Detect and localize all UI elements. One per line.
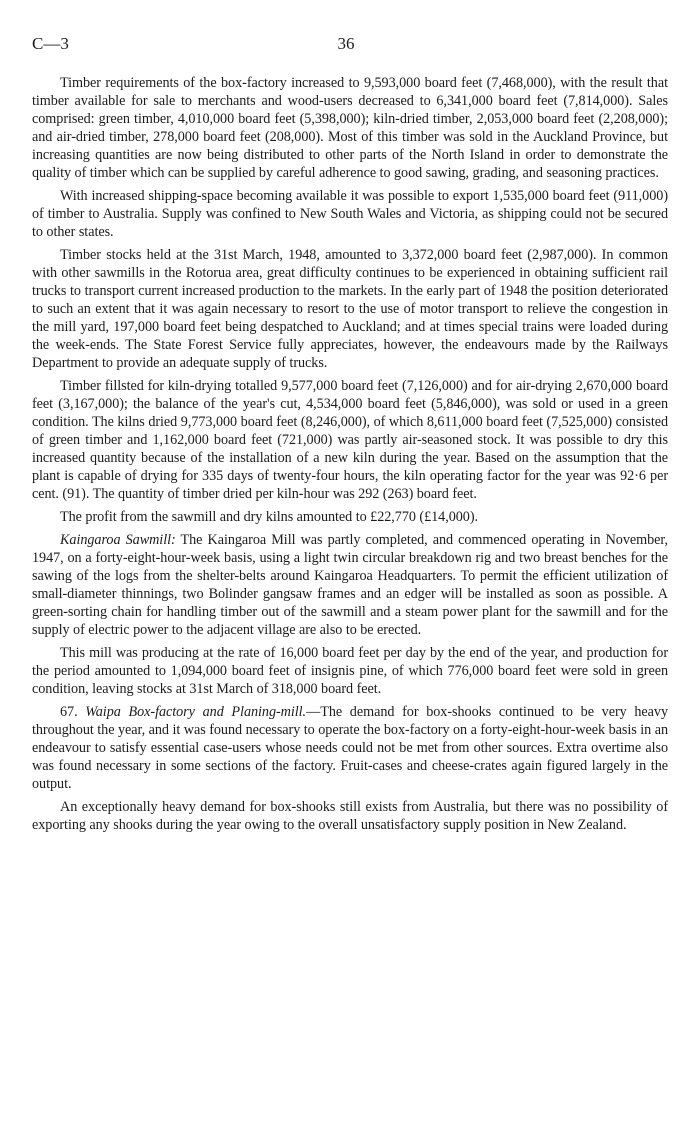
- section-heading-waipa: Waipa Box-factory and Planing-mill.: [85, 704, 307, 720]
- paragraph-mill-production: This mill was producing at the rate of 16,000 board feet per day by the end of the year, and production for the period amounted to 1,094,000 board feet of insignis pine, of which 776,000 board feet were sold in green condition, leaving stocks at 31st March of 318,000 board feet.: [32, 645, 668, 697]
- paragraph-timber-requirements: Timber requirements of the box-factory increased to 9,593,000 board feet (7,468,000), with the result that timber available for sale to merchants and wood-users decreased to 6,341,000 board feet (7,814,000). Sales comprised: green timber, 4,010,000 board feet (5,398,000); kiln-dried timber, 2,053,000 board feet (2,208,000); and air-dried timber, 278,000 board feet (208,000). Most of this timber was sold in the Auckland Province, but increasing quantities are now being distributed to other parts of the North Island in order to demonstrate the quality of timber which can be supplied by careful adherence to good sawing, grading, and seasoning practices.: [32, 75, 668, 181]
- paragraph-waipa-box-factory: [32, 703, 668, 793]
- page-header: [32, 34, 668, 58]
- paragraph-waipa-text: —The demand for box-shooks continued to be very heavy throughout the year, and it was found necessary to operate the box-factory on a forty-eight-hour-week basis in an endeavour to satisfy essential case-users whose needs could not be met from other sources. Extra overtime also was found necessary in some sections of the factory. Fruit-cases and cheese-crates again figured largely in the output.: [32, 704, 668, 792]
- paragraph-kiln-drying: Timber fillsted for kiln-drying totalled 9,577,000 board feet (7,126,000) and for air-drying 2,670,000 board feet (3,167,000); the balance of the year's cut, 4,534,000 board feet (5,846,000), was sold or used in a green condition. The kilns dried 9,773,000 board feet (8,246,000), of which 8,611,000 board feet (7,525,000) consisted of green timber and 1,162,000 board feet (721,000) was partly air-seasoned stock. It was possible to dry this increased quantity because of the installation of a new kiln during the year. Based on the assumption that the plant is capable of drying for 335 days of twenty-four hours, the kiln operating factor for the year was 92·6 per cent. (91). The quantity of timber dried per kiln-hour was 292 (263) board feet.: [32, 378, 668, 502]
- paragraph-export: With increased shipping-space becoming available it was possible to export 1,535,000 board feet (911,000) of timber to Australia. Supply was confined to New South Wales and Victoria, as shipping could not be secured to other states.: [32, 188, 668, 240]
- section-heading-kaingaroa: Kaingaroa Sawmill:: [60, 532, 176, 548]
- paragraph-timber-stocks: Timber stocks held at the 31st March, 1948, amounted to 3,372,000 board feet (2,987,000). In common with other sawmills in the Rotorua area, great difficulty continues to be experienced in obtaining sufficient rail trucks to transport current increased production to the markets. In the early part of 1948 the position deteriorated to such an extent that it was again necessary to resort to the use of motor transport to relieve the congestion in the mill yard, 197,000 board feet being despatched to Auckland; and at times special trains were loaded during the week-ends. The State Forest Service fully appreciates, however, the endeavours made by the Railways Department to provide an adequate supply of trucks.: [32, 247, 668, 371]
- paragraph-profit: The profit from the sawmill and dry kilns amounted to £22,770 (£14,000).: [60, 509, 479, 525]
- paragraph-kaingaroa-text: The Kaingaroa Mill was partly completed, and commenced operating in November, 1947, on a forty-eight-hour-week basis, using a light twin circular breakdown rig and two breast benches for the sawing of the logs from the shelter-belts around Kaingaroa Headquarters. To permit the efficient utilization of small-diameter thinnings, two Bolinder gangsaw frames and an edger will be installed as soon as possible. A green-sorting chain for handling timber out of the sawmill and a steam power plant for the sawmill and for the supply of electric power to the adjacent village are also to be erected.: [32, 532, 668, 638]
- page-number: 36: [337, 34, 355, 53]
- paragraph-box-shooks-demand: An exceptionally heavy demand for box-shooks still exists from Australia, but there was no possibility of exporting any shooks during the year owing to the overall unsatisfactory supply position in New Zealand.: [32, 799, 668, 833]
- section-number: 67.: [60, 704, 86, 720]
- document-reference: C—3: [32, 34, 69, 53]
- paragraph-kaingaroa-sawmill: [32, 531, 668, 639]
- document-body: [32, 74, 668, 839]
